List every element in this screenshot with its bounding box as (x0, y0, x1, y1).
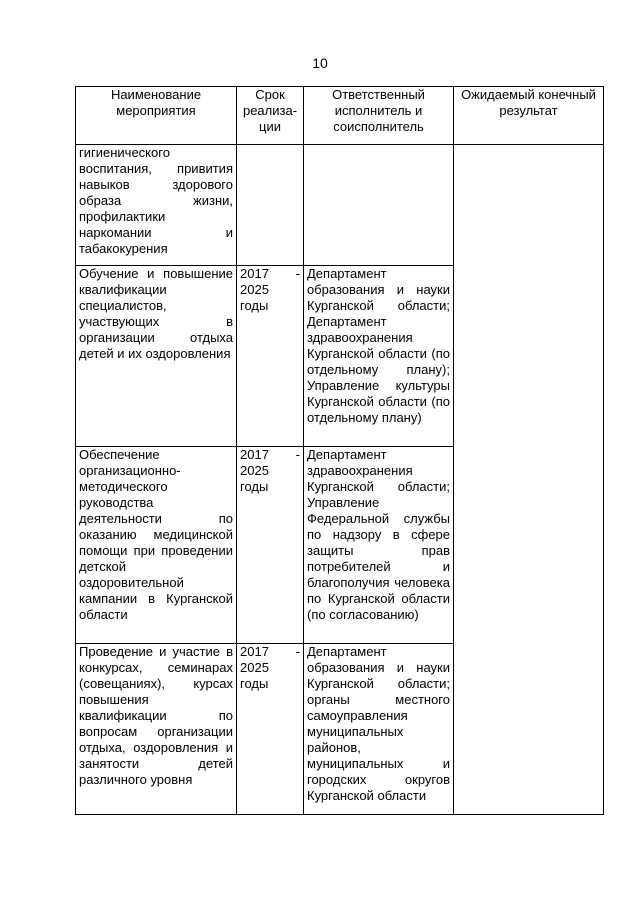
executor-cell (304, 644, 454, 815)
executor-cell (304, 266, 454, 447)
executor-text: Департамент здравоохранения Курганской области; Управление Федеральной службы по надзору в сфере защиты прав потребителей и благополучия человека по Курганской области (по согласованию) (307, 447, 450, 622)
result-cell (454, 145, 604, 815)
term-range (240, 266, 300, 282)
term-cell (237, 266, 304, 447)
header-name: Наименование мероприятия (76, 87, 237, 145)
term-cell (237, 145, 304, 266)
measure-name-cell (76, 644, 237, 815)
measure-name-cell (76, 266, 237, 447)
executor-cell (304, 447, 454, 644)
table-row (76, 145, 604, 266)
page-number: 10 (312, 55, 328, 71)
term-start: 2017 (240, 644, 269, 659)
term-dash: - (295, 266, 300, 281)
term-cell (237, 447, 304, 644)
executor-text: Департамент образования и науки Курганской области; органы местного самоуправления муниципальных районов, муниципальных и городских округов Курганской области (307, 644, 450, 803)
header-result: Ожидаемый конечный результат (454, 87, 604, 145)
term-end: 2025 (240, 282, 269, 297)
measure-name: Проведение и участие в конкурсах, семинарах (совещаниях), курсах повышения квалификации по вопросам организации отдыха, оздоровления и занятости детей различного уровня (79, 644, 233, 787)
table-header-row (76, 87, 604, 145)
measure-name: Обучение и повышение квалификации специалистов, участвующих в организации отдыха детей и их оздоровления (79, 266, 233, 361)
term-start: 2017 (240, 266, 269, 281)
executor-cell (304, 145, 454, 266)
term-end: 2025 (240, 660, 269, 675)
header-term: Срок реализа-ции (237, 87, 304, 145)
measure-name: Обеспечение организационно-методического руководства деятельности по оказанию медицинской помощи при проведении детской оздоровительной кампании в Курганской области (79, 447, 233, 622)
measure-name: гигиенического воспитания, привития навыков здорового образа жизни, профилактики наркомании и табакокурения (79, 145, 233, 256)
term-unit: годы (240, 479, 269, 494)
measure-name-cell (76, 447, 237, 644)
term-unit: годы (240, 676, 269, 691)
term-range (240, 447, 300, 463)
term-cell (237, 644, 304, 815)
term-unit: годы (240, 298, 269, 313)
header-executor: Ответственный исполнитель и соисполнитель (304, 87, 454, 145)
term-range (240, 644, 300, 660)
measure-name-cell (76, 145, 237, 266)
measures-table (75, 86, 604, 815)
term-end: 2025 (240, 463, 269, 478)
executor-text: Департамент образования и науки Курганской области; Департамент здравоохранения Курганской области (по отдельному плану); Управление культуры Курганской области (по отдельному плану) (307, 266, 450, 425)
term-dash: - (295, 644, 300, 659)
term-start: 2017 (240, 447, 269, 462)
term-dash: - (295, 447, 300, 462)
